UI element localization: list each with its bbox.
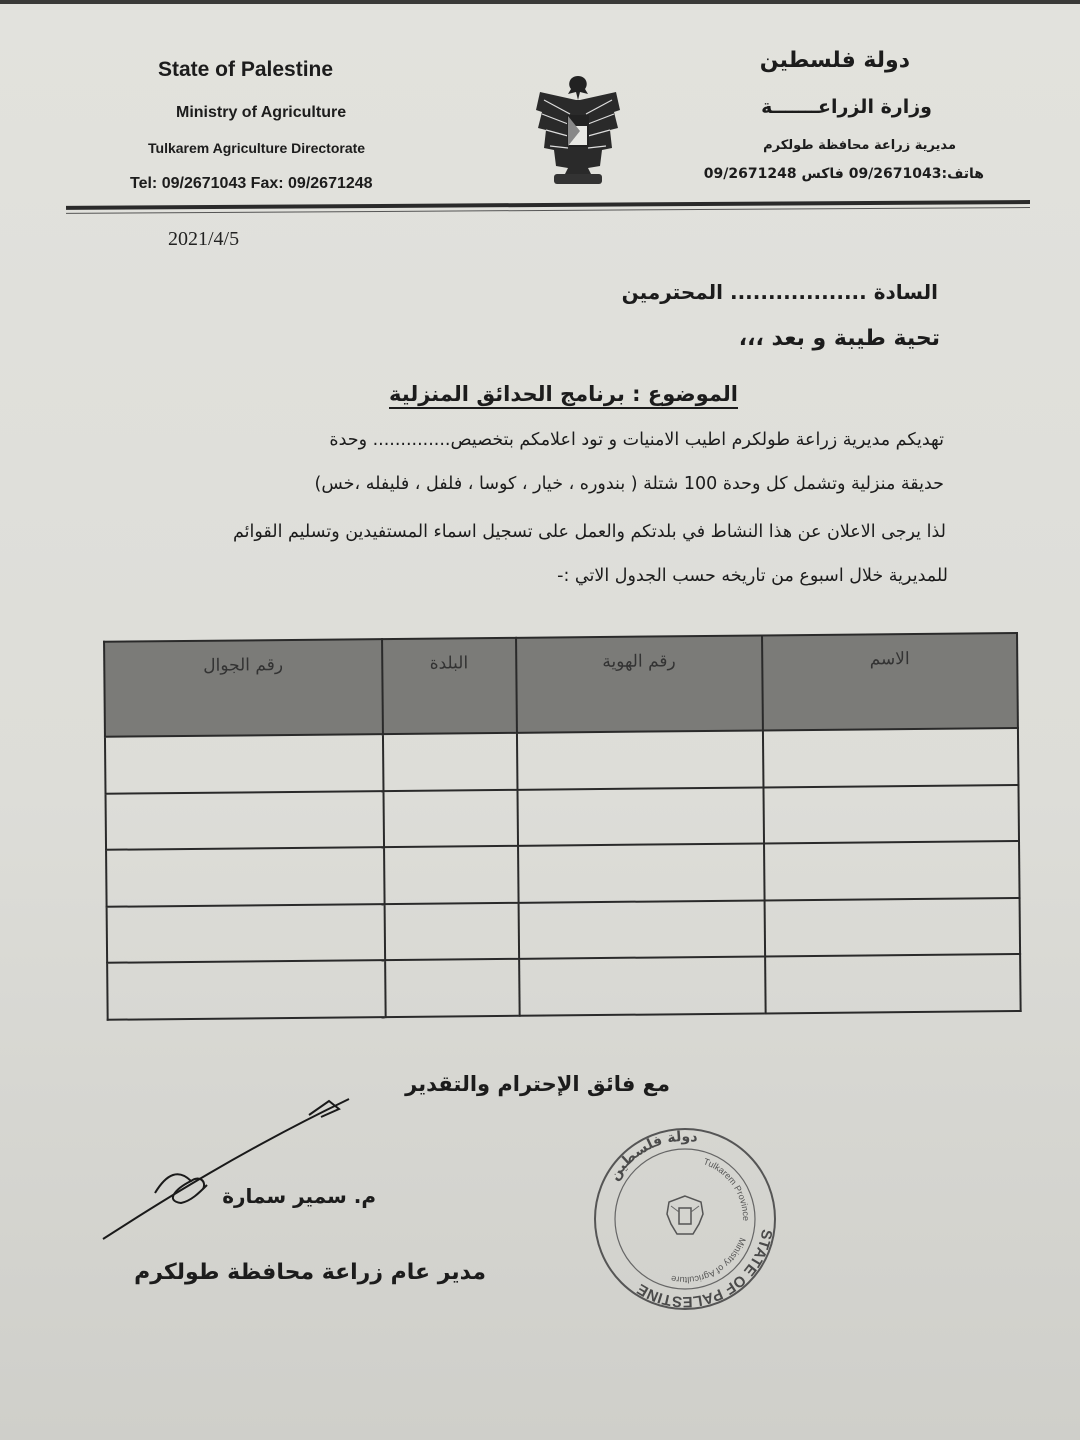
table-cell <box>383 789 518 847</box>
table-cell <box>107 960 385 1019</box>
eagle-emblem-icon <box>530 70 626 192</box>
official-stamp <box>590 1124 780 1314</box>
state-name-ar: دولة فلسطين <box>759 48 910 73</box>
svg-text:STATE OF PALESTINE <box>634 1228 775 1310</box>
table-cell <box>764 841 1020 900</box>
table-cell <box>763 728 1019 787</box>
letter-date: 2021/4/5 <box>168 228 240 250</box>
signatory-title: مدير عام زراعة محافظة طولكرم <box>134 1260 486 1285</box>
table-row <box>107 954 1021 1019</box>
table-cell <box>383 733 518 791</box>
contact-en: Tel: 09/2671043 Fax: 09/2671248 <box>130 175 373 192</box>
table-cell <box>107 904 385 963</box>
directorate-name-ar: مديرية زراعة محافظة طولكرم <box>763 138 956 153</box>
ministry-name-ar: وزارة الزراعـــــــة <box>761 96 932 118</box>
table-cell <box>106 847 384 906</box>
svg-text:Tulkarem Province <box>702 1156 751 1221</box>
table-row <box>105 728 1019 793</box>
ministry-name-en: Ministry of Agriculture <box>176 104 347 121</box>
beneficiaries-table <box>103 632 1022 1021</box>
stamp-ministry-text: Ministry of Agriculture <box>670 1236 748 1286</box>
table-cell <box>519 957 766 1016</box>
contact-ar: هاتف:09/2671043 فاكس 09/2671248 <box>703 166 984 182</box>
col-header-name: الاسم <box>762 633 1018 730</box>
signatory-name: م. سمير سمارة <box>222 1184 376 1208</box>
col-header-mobile: رقم الجوال <box>104 639 383 737</box>
table-cell <box>517 730 764 789</box>
stamp-english-text: STATE OF PALESTINE <box>634 1228 776 1311</box>
closing-line: مع فائق الإحترام والتقدير <box>405 1072 670 1096</box>
table-row <box>107 898 1021 963</box>
body-line-2: حديقة منزلية وتشمل كل وحدة 100 شتلة ( بندوره ، خيار ، كوسا ، فلفل ، فليفله ،خس) <box>314 474 944 494</box>
body-line-4: للمديرية خلال اسبوع من تاريخه حسب الجدول الاتي :- <box>557 566 948 586</box>
table-cell <box>384 903 519 961</box>
table-cell <box>517 787 764 846</box>
table-cell <box>106 791 384 850</box>
body-line-3: لذا يرجى الاعلان عن هذا النشاط في بلدتكم والعمل على تسجيل اسماء المستفيدين وتسليم القوائم <box>232 522 946 542</box>
directorate-name-en: Tulkarem Agriculture Directorate <box>148 140 366 156</box>
table-cell <box>518 900 765 959</box>
table-cell <box>518 844 765 903</box>
stamp-eagle-icon <box>667 1196 703 1234</box>
table-cell <box>385 959 520 1017</box>
table-row <box>106 841 1020 906</box>
subject-line: الموضوع : برنامج الحدائق المنزلية <box>389 382 738 406</box>
col-header-id-number: رقم الهوية <box>516 635 763 732</box>
col-header-town: البلدة <box>382 638 517 734</box>
greeting-line: تحية طيبة و بعد ،،، <box>738 326 940 351</box>
stamp-province-text: Tulkarem Province <box>702 1156 752 1222</box>
addressee-line: السادة .................. المحترمين <box>621 280 938 304</box>
handwritten-signature <box>95 1089 365 1249</box>
table-cell <box>105 734 383 793</box>
table-cell <box>765 954 1021 1013</box>
table-cell <box>384 846 519 904</box>
table-row <box>106 785 1020 850</box>
state-name-en: State of Palestine <box>158 58 334 81</box>
stamp-arabic-text: دولة فلسطين <box>606 1128 699 1184</box>
table-cell <box>764 898 1020 957</box>
table-header-row <box>104 633 1018 737</box>
body-line-1: تهديكم مديرية زراعة طولكرم اطيب الامنيات و تود اعلامكم بتخصيص.............. وحدة <box>329 430 944 450</box>
table-cell <box>763 785 1019 844</box>
letter-page <box>0 4 1080 1440</box>
